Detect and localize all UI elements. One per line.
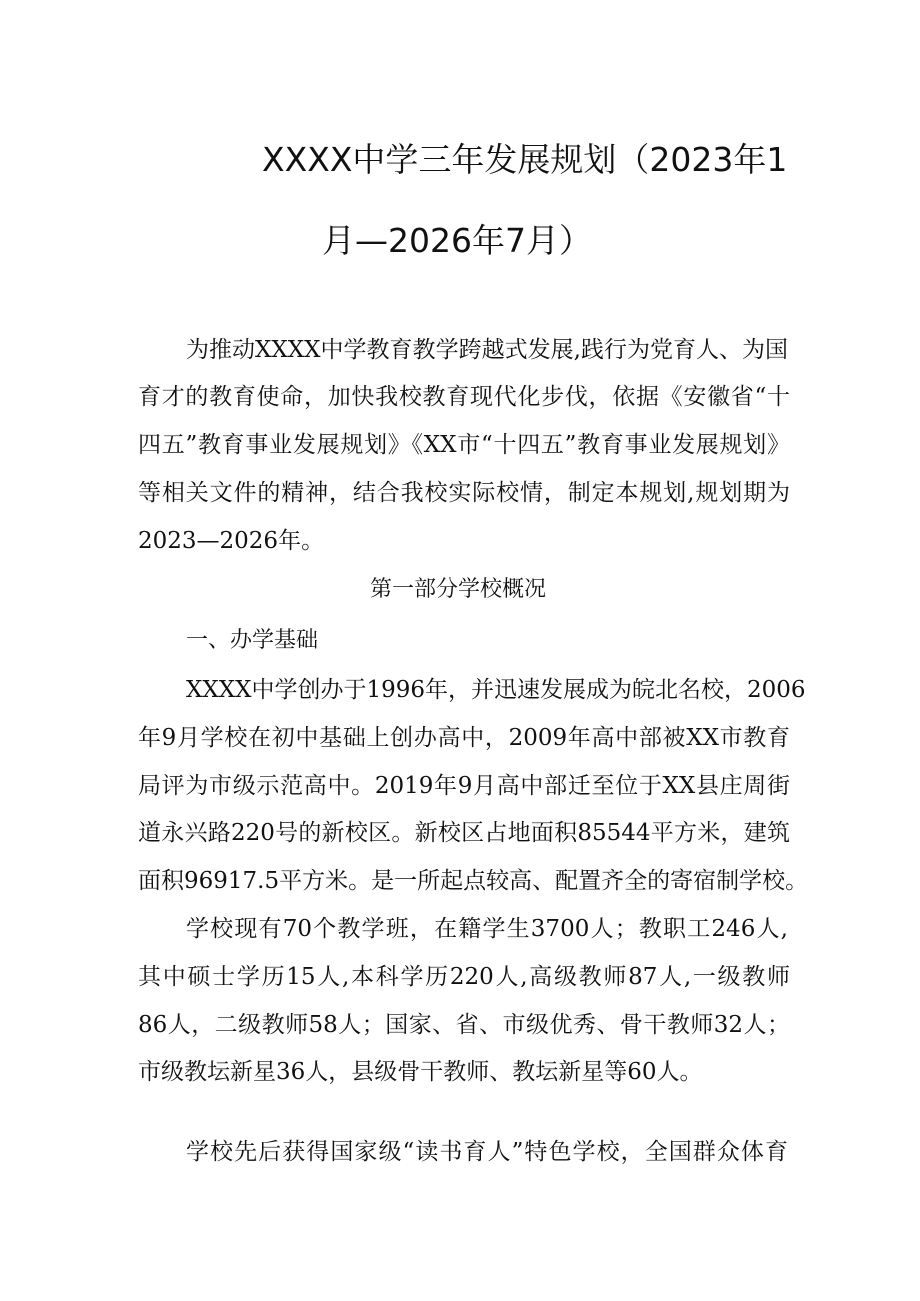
section-heading: 一、办学基础 [186, 628, 319, 653]
para1-line-5: 面积96917.5平方米。是一所起点较高、配置齐全的寄宿制学校。 [138, 868, 809, 894]
para3-line-1: 学校先后获得国家级“读书育人”特色学校，全国群众体育 [186, 1139, 788, 1165]
intro-line-5: 2023—2026年。 [138, 528, 325, 554]
document-title-line-1: XXXX中学三年发展规划（2023年1 [262, 140, 788, 179]
para1-line-1: XXXX中学创办于1996年，并迅速发展成为皖北名校，2006 [186, 677, 806, 703]
intro-line-1: 为推动XXXX中学教育教学跨越式发展,践行为党育人、为国 [186, 337, 788, 363]
para1-line-2: 年9月学校在初中基础上创办高中，2009年高中部被XX市教育 [138, 725, 790, 751]
intro-line-3: 四五”教育事业发展规划》《XX市“十四五”教育事业发展规划》 [138, 432, 790, 458]
para2-line-4: 市级教坛新星36人，县级骨干教师、教坛新星等60人。 [138, 1059, 703, 1085]
document-title-line-2: 月—2026年7月） [322, 221, 592, 260]
para2-line-3: 86人，二级教师58人；国家、省、市级优秀、骨干教师32人； [138, 1012, 790, 1038]
intro-line-2: 育才的教育使命，加快我校教育现代化步伐，依据《安徽省“十 [138, 384, 790, 410]
part-title: 第一部分学校概况 [370, 577, 547, 602]
para1-line-4: 道永兴路220号的新校区。新校区占地面积85544平方米，建筑 [138, 820, 790, 846]
para1-line-3: 局评为市级示范高中。2019年9月高中部迁至位于XX县庄周街 [138, 773, 790, 799]
para2-line-1: 学校现有70个教学班，在籍学生3700人；教职工246人, [186, 916, 788, 942]
para2-line-2: 其中硕士学历15人,本科学历220人,高级教师87人,一级教师 [138, 964, 790, 990]
intro-line-4: 等相关文件的精神，结合我校实际校情，制定本规划,规划期为 [138, 480, 790, 506]
